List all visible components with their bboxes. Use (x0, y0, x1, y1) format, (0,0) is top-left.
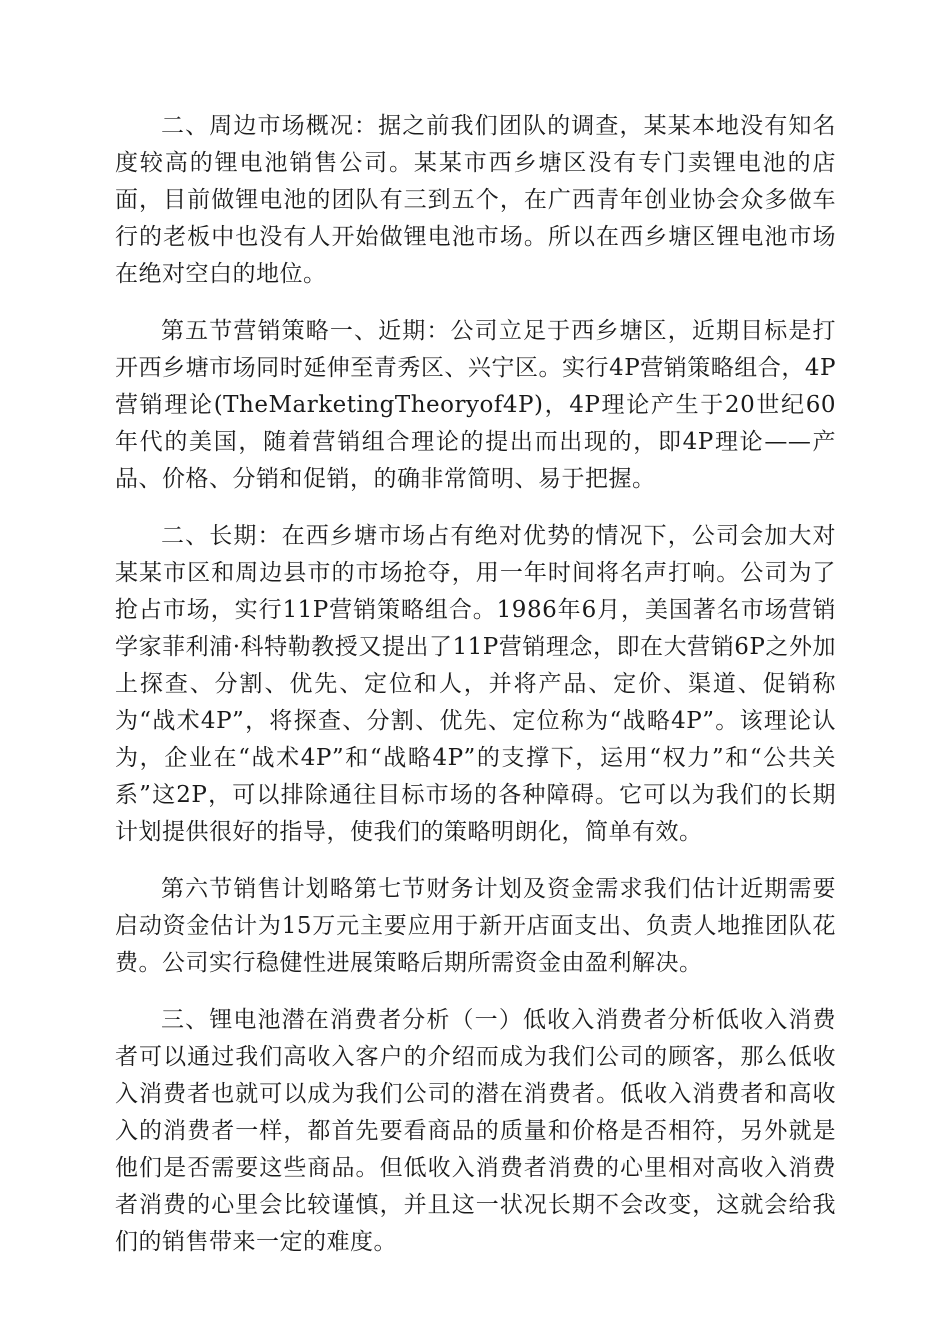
paragraph-short-term-strategy: 第五节营销策略一、近期：公司立足于西乡塘区，近期目标是打开西乡塘市场同时延伸至青秀区、兴宁区。实行4P营销策略组合，4P营销理论(TheMarketingTheoryof4P)，4P理论产生于20世纪60年代的美国，随着营销组合理论的提出而出现的，即4P理论——产品、价格、分销和促销，的确非常简明、易于把握。 (115, 318, 836, 492)
document-body (115, 108, 836, 1281)
paragraph-long-term-strategy: 二、长期：在西乡塘市场占有绝对优势的情况下，公司会加大对某某市区和周边县市的市场抢夺，用一年时间将名声打响。公司为了抢占市场，实行11P营销策略组合。1986年6月，美国著名市场营销学家菲利浦·科特勒教授又提出了11P营销理念，即在大营销6P之外加上探查、分割、优先、定位和人，并将产品、定价、渠道、促销称为“战术4P”，将探查、分割、优先、定位称为“战略4P”。该理论认为，企业在“战术4P”和“战略4P”的支撑下，运用“权力”和“公共关系”这2P，可以排除通往目标市场的各种障碍。它可以为我们的长期计划提供很好的指导，使我们的策略明朗化，简单有效。 (115, 523, 836, 845)
paragraph-market-overview: 二、周边市场概况：据之前我们团队的调查，某某本地没有知名度较高的锂电池销售公司。某某市西乡塘区没有专门卖锂电池的店面，目前做锂电池的团队有三到五个，在广西青年创业协会众多做车行的老板中也没有人开始做锂电池市场。所以在西乡塘区锂电池市场在绝对空白的地位。 (115, 113, 836, 287)
paragraph-financial-plan: 第六节销售计划略第七节财务计划及资金需求我们估计近期需要启动资金估计为15万元主要应用于新开店面支出、负责人地推团队花费。公司实行稳健性进展策略后期所需资金由盈利解决。 (115, 876, 836, 976)
paragraph-consumer-analysis: 三、锂电池潜在消费者分析（一）低收入消费者分析低收入消费者可以通过我们高收入客户的介绍而成为我们公司的顾客，那么低收入消费者也就可以成为我们公司的潜在消费者。低收入消费者和高收入的消费者一样，都首先要看商品的质量和价格是否相符，另外就是他们是否需要这些商品。但低收入消费者消费的心里相对高收入消费者消费的心里会比较谨慎，并且这一状况长期不会改变，这就会给我们的销售带来一定的难度。 (115, 1007, 836, 1255)
